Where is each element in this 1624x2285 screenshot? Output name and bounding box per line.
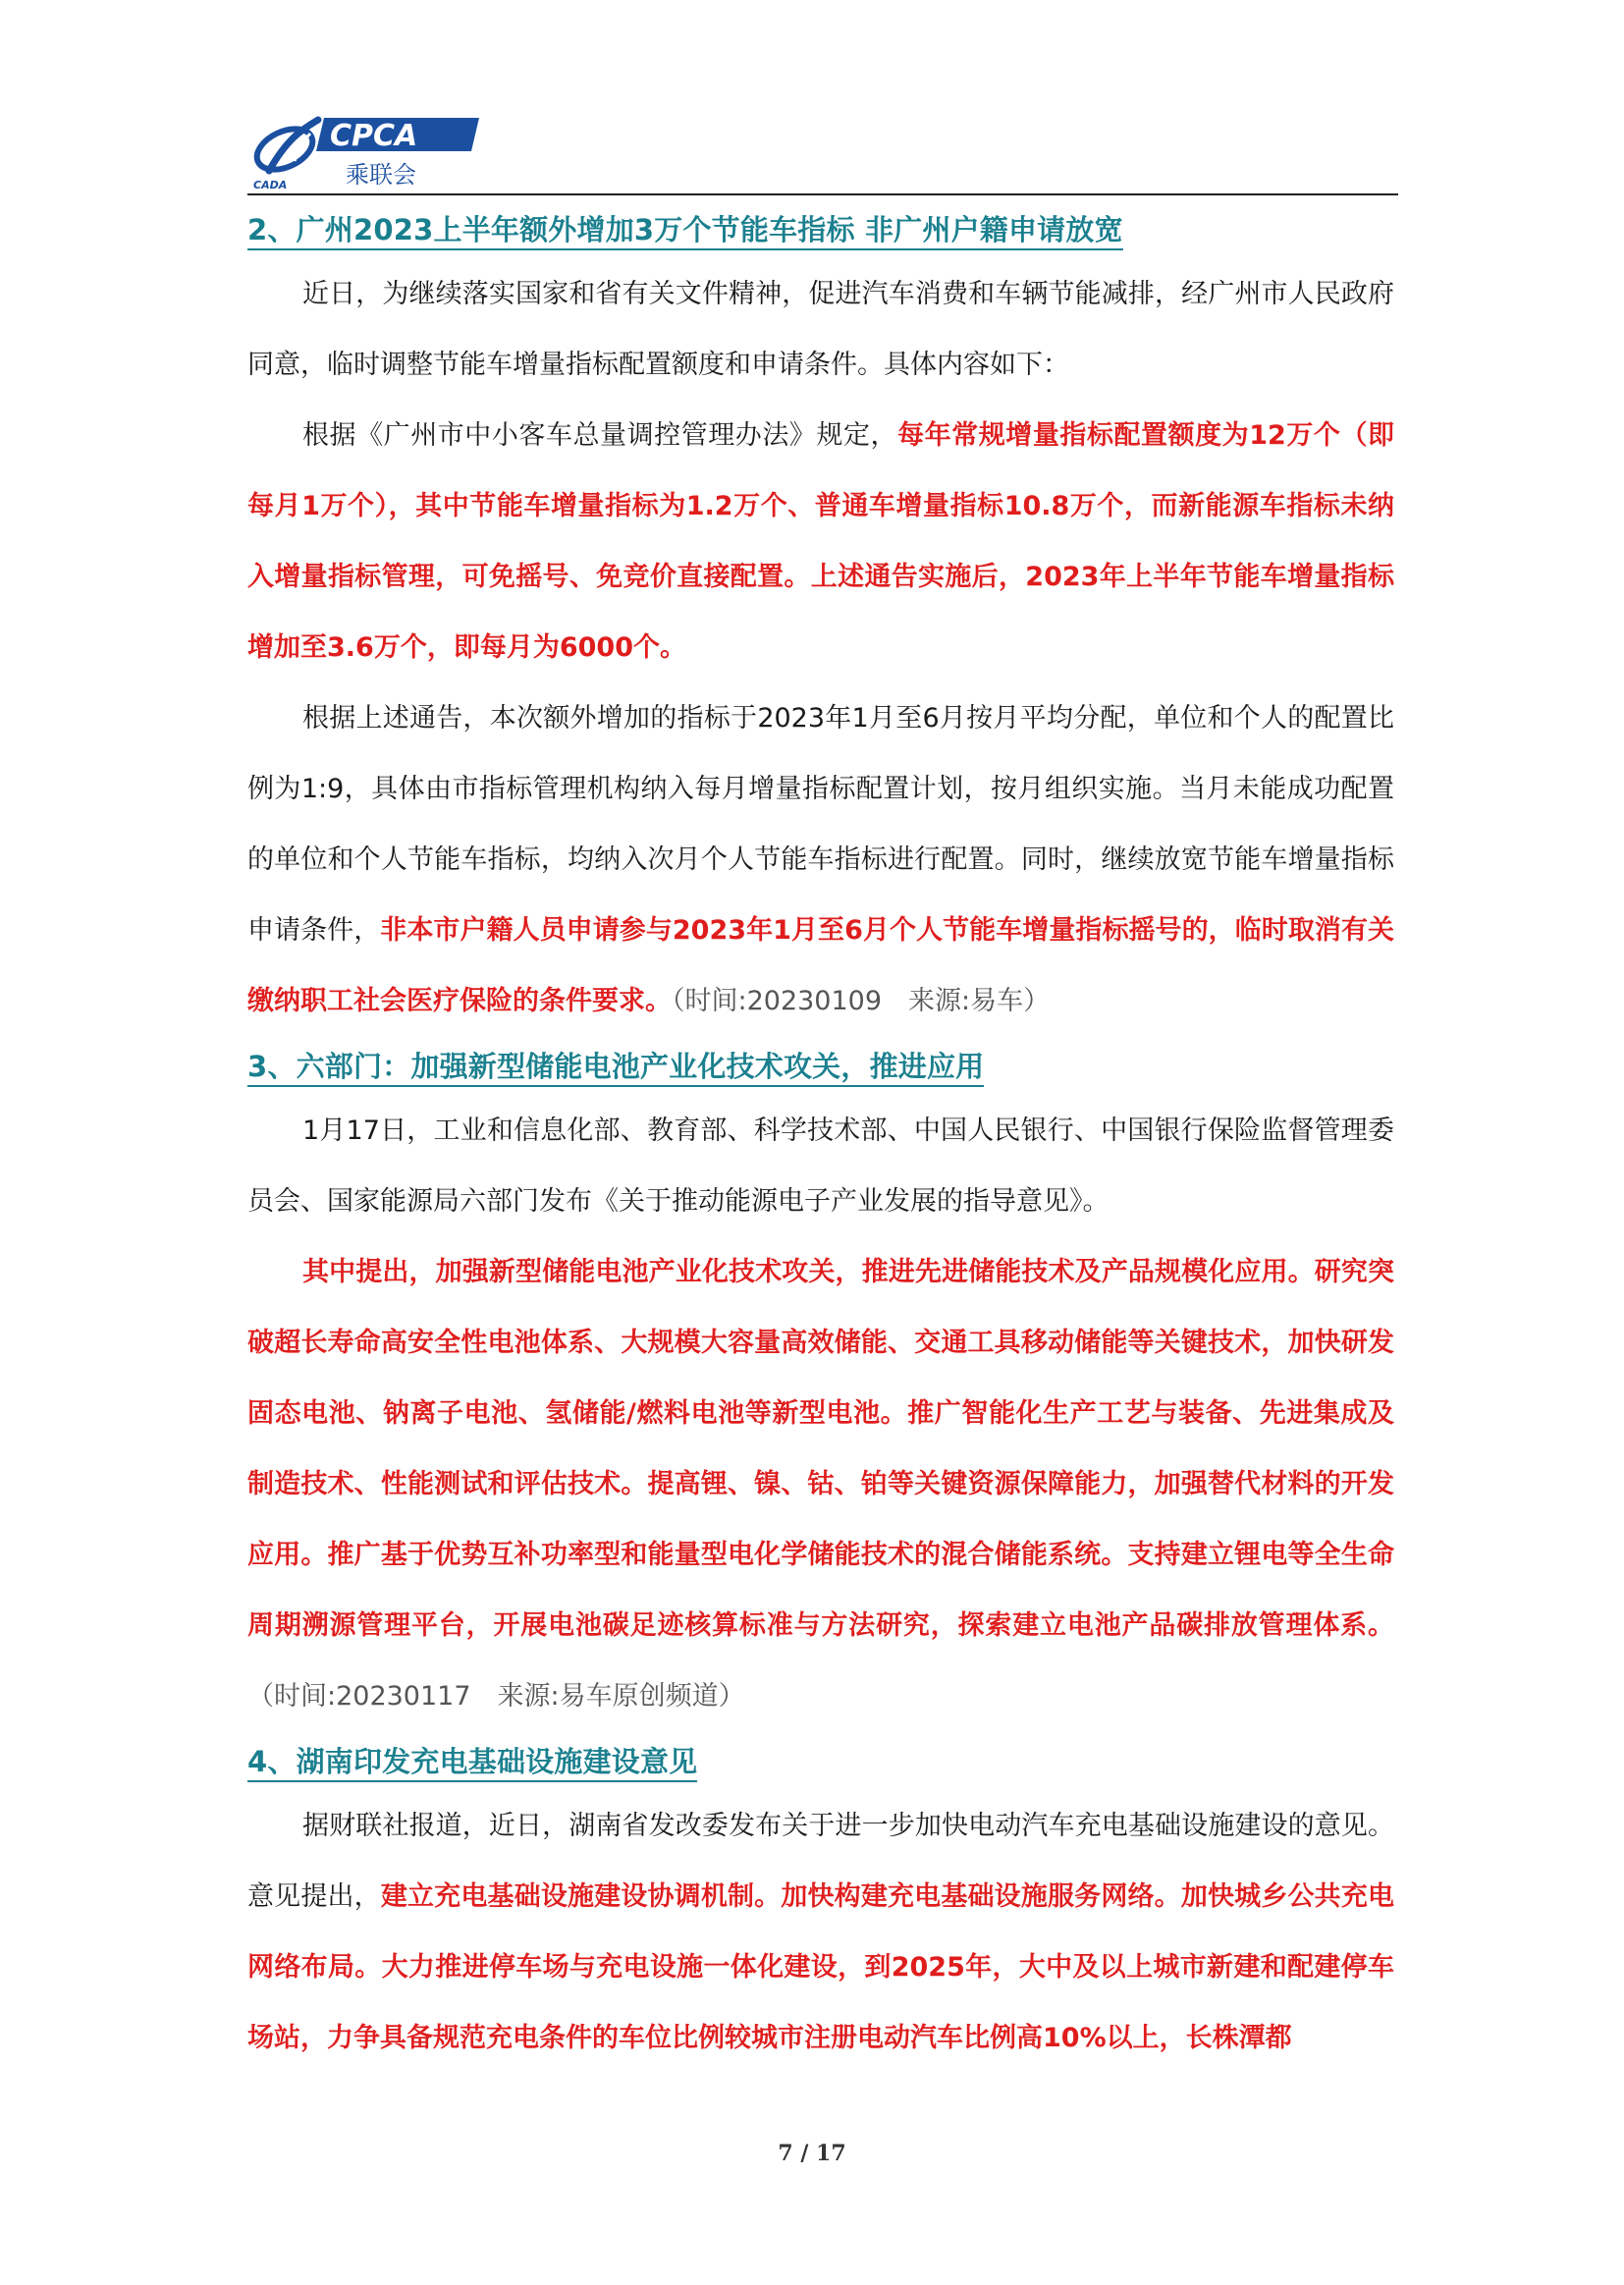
cpca-logo (247, 110, 483, 192)
paragraph (247, 1791, 1394, 2074)
section-title: 4、湖南印发充电基础设施建设意见 (247, 1732, 697, 1791)
source-note: （时间:20230109 来源:易车） (672, 986, 1051, 1016)
article-body (247, 200, 1394, 2074)
section-heading-wrap (247, 200, 1394, 259)
paragraph (247, 1096, 1394, 1237)
highlight-text: 其中提出，加强新型储能电池产业化技术攻关，推进先进储能技术及产品规模化应用。研究突破超长寿命高安全性电池体系、大规模大容量高效储能、交通工具移动储能等关键技术，加快研发固态电池、钠离子电池、氢储能/燃料电池等新型电池。推广智能化生产工艺与装备、先进集成及制造技术、性能测试和评估技术。提高锂、镍、钴、铂等关键资源保障能力，加强替代材料的开发应用。推广基于优势互补功率型和能量型电化学储能技术的混合储能系统。支持建立锂电等全生命周期溯源管理平台，开展电池碳足迹核算标准与方法研究，探索建立电池产品碳排放管理体系。 (247, 1257, 1394, 1641)
body-text: 据财联社报道，近日，湖南省发改委发布关于进一步加快电动汽车充电基础设施建设的意见。意见提出， (247, 1811, 1394, 1912)
body-text: 根据上述通告，本次额外增加的指标于2023年1月至6月按月平均分配，单位和个人的配置比例为1:9，具体由市指标管理机构纳入每月增量指标配置计划，按月组织实施。当月未能成功配置的单位和个人节能车指标，均纳入次月个人节能车指标进行配置。同时，继续放宽节能车增量指标申请条件， (247, 703, 1394, 946)
section-title: 3、六部门：加强新型储能电池产业化技术攻关，推进应用 (247, 1037, 984, 1096)
source-note: （时间:20230117 来源:易车原创频道） (247, 1681, 745, 1712)
paragraph (247, 1237, 1394, 1732)
paragraph (247, 401, 1394, 683)
logo-subtext: 乘联会 (346, 161, 416, 189)
section-heading-wrap (247, 1037, 1394, 1096)
section-heading-wrap (247, 1732, 1394, 1791)
header-rule (247, 193, 1398, 195)
logo-mark-text: CADA (253, 179, 288, 191)
logo-text: CPCA (330, 119, 418, 153)
paragraph (247, 259, 1394, 401)
body-text: 根据《广州市中小客车总量调控管理办法》规定， (302, 420, 898, 451)
highlight-text: 非本市户籍人员申请参与2023年1月至6月个人节能车增量指标摇号的，临时取消有关缴纳职工社会医疗保险的条件要求。 (247, 915, 1395, 1016)
paragraph (247, 683, 1394, 1037)
section-title: 2、广州2023上半年额外增加3万个节能车指标 非广州户籍申请放宽 (247, 200, 1123, 259)
body-text: 近日，为继续落实国家和省有关文件精神，促进汽车消费和车辆节能减排，经广州市人民政府同意，临时调整节能车增量指标配置额度和申请条件。具体内容如下： (247, 279, 1394, 380)
highlight-text: 建立充电基础设施建设协调机制。加快构建充电基础设施服务网络。加快城乡公共充电网络布局。大力推进停车场与充电设施一体化建设，到2025年，大中及以上城市新建和配建停车场站，力争具备规范充电条件的车位比例较城市注册电动汽车比例高10%以上，长株潭都 (247, 1881, 1395, 2053)
highlight-text: 每年常规增量指标配置额度为12万个（即每月1万个），其中节能车增量指标为1.2万个、普通车增量指标10.8万个，而新能源车指标未纳入增量指标管理，可免摇号、免竞价直接配置。上述通告实施后，2023年上半年节能车增量指标增加至3.6万个，即每月为6000个。 (247, 420, 1395, 663)
page-number: 7 / 17 (778, 2141, 846, 2166)
body-text: 1月17日，工业和信息化部、教育部、科学技术部、中国人民银行、中国银行保险监督管理委员会、国家能源局六部门发布《关于推动能源电子产业发展的指导意见》。 (247, 1115, 1394, 1217)
